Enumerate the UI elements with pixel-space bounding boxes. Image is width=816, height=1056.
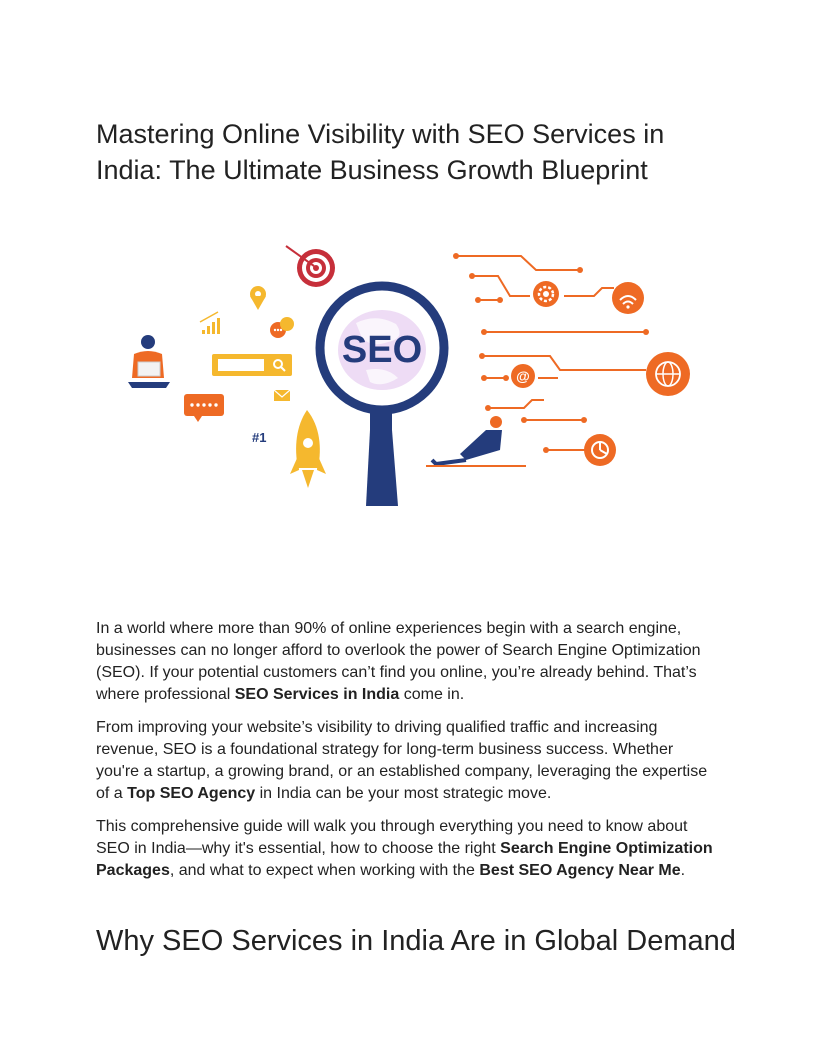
reclining-person-icon — [426, 416, 526, 466]
envelope-icon — [274, 390, 290, 401]
svg-text:@: @ — [516, 368, 530, 384]
rocket-icon — [290, 410, 326, 488]
document-page — [96, 0, 736, 1056]
bold-text: Top SEO Agency — [127, 785, 256, 802]
at-sign-icon — [511, 364, 535, 388]
location-pin-icon — [250, 286, 266, 310]
gear-icon — [533, 281, 559, 307]
bold-text: SEO Services in India — [234, 686, 400, 703]
bar-chart-icon — [200, 312, 220, 334]
magnifier-label: SEO — [341, 329, 423, 371]
magnifier-icon — [320, 286, 444, 506]
bold-text: Search Engine Optimization Packages — [96, 840, 713, 879]
article-body — [96, 618, 720, 893]
section-heading: Why SEO Services in India Are in Global Demand — [96, 925, 736, 957]
pie-chart-icon — [584, 434, 616, 466]
seo-illustration — [126, 238, 696, 518]
paragraph-guide: This comprehensive guide will walk you through everything you need to know about SEO in India—why it's essential, how to choose the right Search Engine Optimization Packages, and what to expect when working with the Best SEO Agency Near Me. — [96, 818, 713, 879]
chat-bubbles-icon — [270, 317, 294, 338]
bold-text: Best SEO Agency Near Me — [479, 862, 681, 879]
page-title: Mastering Online Visibility with SEO Services in India: The Ultimate Business Growth Blueprint — [96, 119, 665, 185]
paragraph-strategy: From improving your website’s visibility to driving qualified traffic and increasing revenue, SEO is a foundational strategy for long-term business success. Whether you're a startup, a growing brand, or an established company, leveraging the expertise of a Top SEO Agency in India can be your most strategic move. — [96, 719, 708, 802]
search-bar-icon — [212, 354, 292, 376]
password-bubble-icon — [184, 394, 224, 422]
person-laptop-icon — [128, 335, 170, 388]
paragraph-intro: In a world where more than 90% of online experiences begin with a search engine, businesses can no longer afford to overlook the power of Search Engine Optimization (SEO). If your potential customers can’t find you online, you’re already behind. That’s where professional SEO Services in India come in. — [96, 620, 701, 703]
wifi-icon — [612, 282, 644, 314]
rank-badge: #1 — [252, 430, 267, 445]
target-icon — [286, 246, 335, 287]
globe-icon — [646, 352, 690, 396]
